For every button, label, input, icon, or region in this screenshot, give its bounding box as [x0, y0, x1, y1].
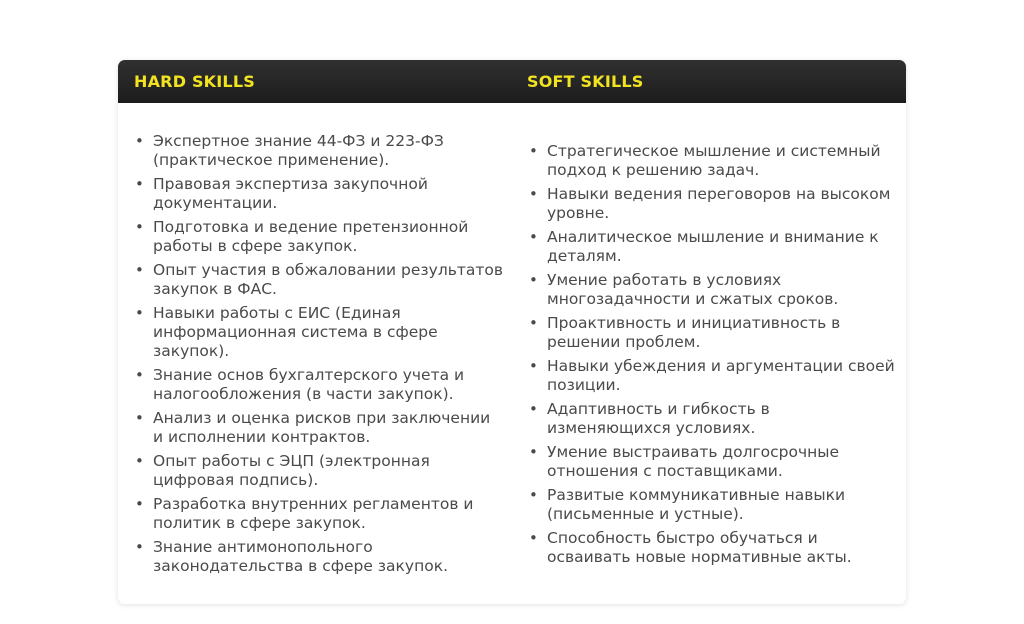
hard-skill-text: Правовая экспертиза закупочной документации.: [153, 175, 428, 212]
skills-card: [118, 60, 906, 604]
hard-skill-text: Подготовка и ведение претензионной работы в сфере закупок.: [153, 218, 469, 255]
hard-skill-item: [134, 538, 504, 576]
bullet-icon: •: [135, 175, 144, 193]
hard-skill-item: [134, 409, 504, 447]
hard-skill-text: Знание антимонопольного законодательства в сфере закупок.: [153, 538, 448, 575]
soft-skill-item: [528, 486, 898, 524]
bullet-icon: •: [529, 486, 538, 504]
soft-skill-item: [528, 400, 898, 438]
hard-skill-text: Знание основ бухгалтерского учета и налогообложения (в части закупок).: [153, 366, 465, 403]
soft-skill-item: [528, 529, 898, 567]
soft-skill-text: Навыки убеждения и аргументации своей позиции.: [547, 357, 895, 394]
soft-skill-text: Умение выстраивать долгосрочные отношения с поставщиками.: [547, 443, 840, 480]
hard-skill-text: Экспертное знание 44-ФЗ и 223-ФЗ (практическое применение).: [153, 132, 444, 169]
bullet-icon: •: [529, 314, 538, 332]
hard-skill-text: Опыт участия в обжаловании результатов закупок в ФАС.: [153, 261, 504, 298]
hard-skill-item: [134, 218, 504, 256]
bullet-icon: •: [135, 495, 144, 513]
soft-skill-text: Аналитическое мышление и внимание к деталям.: [547, 228, 879, 265]
bullet-icon: •: [135, 132, 144, 150]
bullet-icon: •: [529, 271, 538, 289]
hard-skill-item: [134, 366, 504, 404]
skills-header: [118, 60, 906, 103]
soft-skill-item: [528, 357, 898, 395]
hard-skills-title: HARD SKILLS: [134, 72, 255, 91]
bullet-icon: •: [529, 357, 538, 375]
soft-skill-text: Умение работать в условиях многозадачности и сжатых сроков.: [547, 271, 839, 308]
hard-skill-item: [134, 261, 504, 299]
bullet-icon: •: [529, 142, 538, 160]
bullet-icon: •: [529, 185, 538, 203]
bullet-icon: •: [529, 529, 538, 547]
soft-skill-text: Способность быстро обучаться и осваивать новые нормативные акты.: [547, 529, 852, 566]
soft-skill-text: Проактивность и инициативность в решении проблем.: [547, 314, 841, 351]
hard-skill-item: [134, 175, 504, 213]
soft-skill-item: [528, 185, 898, 223]
soft-skills-title: SOFT SKILLS: [527, 72, 644, 91]
hard-skill-text: Опыт работы с ЭЦП (электронная цифровая подпись).: [153, 452, 430, 489]
soft-skills-list: [528, 142, 898, 572]
soft-skill-item: [528, 228, 898, 266]
bullet-icon: •: [529, 228, 538, 246]
soft-skill-text: Адаптивность и гибкость в изменяющихся условиях.: [547, 400, 770, 437]
hard-skill-item: [134, 304, 504, 361]
hard-skill-item: [134, 452, 504, 490]
bullet-icon: •: [135, 538, 144, 556]
soft-skill-item: [528, 314, 898, 352]
hard-skill-text: Анализ и оценка рисков при заключении и исполнении контрактов.: [153, 409, 491, 446]
soft-skill-item: [528, 443, 898, 481]
hard-skill-item: [134, 495, 504, 533]
soft-skill-text: Навыки ведения переговоров на высоком уровне.: [547, 185, 891, 222]
bullet-icon: •: [135, 218, 144, 236]
hard-skill-text: Разработка внутренних регламентов и политик в сфере закупок.: [153, 495, 474, 532]
soft-skill-text: Стратегическое мышление и системный подход к решению задач.: [547, 142, 881, 179]
bullet-icon: •: [135, 304, 144, 322]
soft-skill-item: [528, 271, 898, 309]
hard-skills-list: [134, 132, 504, 581]
bullet-icon: •: [529, 400, 538, 418]
bullet-icon: •: [135, 261, 144, 279]
bullet-icon: •: [135, 366, 144, 384]
bullet-icon: •: [529, 443, 538, 461]
hard-skill-item: [134, 132, 504, 170]
hard-skill-text: Навыки работы с ЕИС (Единая информационная система в сфере закупок).: [153, 304, 438, 360]
bullet-icon: •: [135, 409, 144, 427]
soft-skill-text: Развитые коммуникативные навыки (письменные и устные).: [547, 486, 846, 523]
bullet-icon: •: [135, 452, 144, 470]
soft-skill-item: [528, 142, 898, 180]
